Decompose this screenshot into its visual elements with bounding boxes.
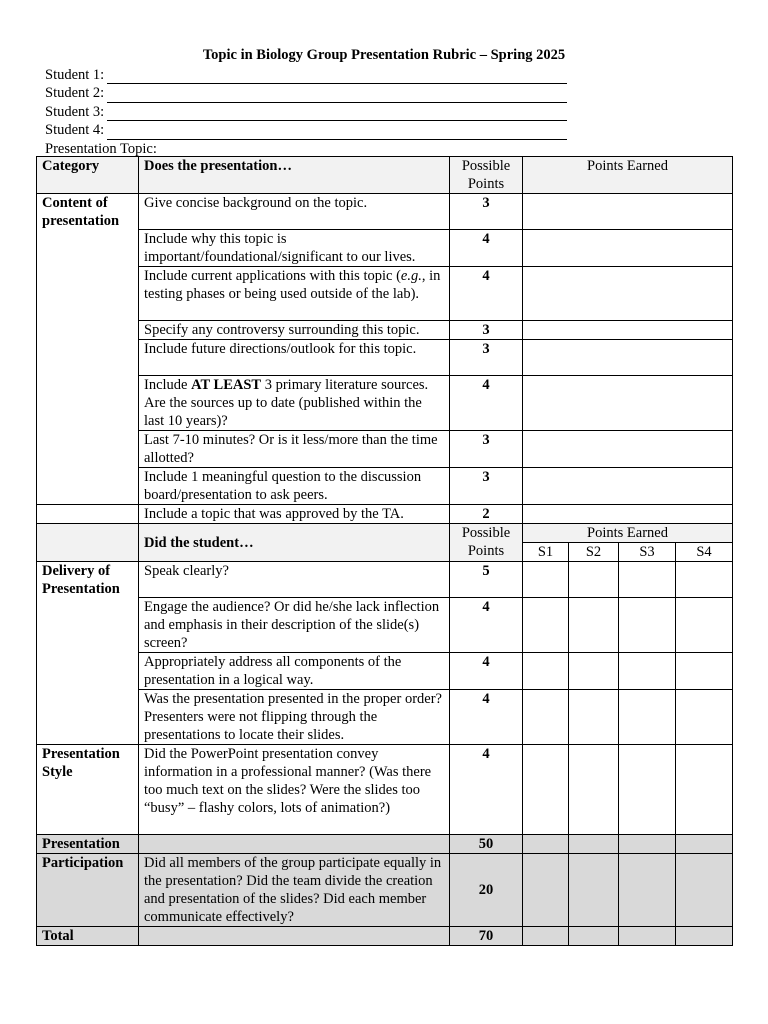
points-earned-cell[interactable] bbox=[523, 194, 733, 230]
student-4-blank[interactable] bbox=[107, 126, 567, 140]
student-4-field[interactable] bbox=[45, 121, 567, 139]
document-title: Topic in Biology Group Presentation Rubric – Spring 2025 bbox=[202, 47, 566, 63]
s2-score-cell[interactable] bbox=[569, 598, 619, 653]
participation-points: 20 bbox=[450, 854, 523, 927]
s3-subtotal-cell[interactable] bbox=[619, 835, 676, 854]
s3-header: S3 bbox=[619, 543, 676, 562]
s1-score-cell[interactable] bbox=[523, 745, 569, 835]
s3-score-cell[interactable] bbox=[619, 745, 676, 835]
criterion-text: Include a topic that was approved by the TA. bbox=[139, 505, 450, 524]
points-earned-cell[interactable] bbox=[523, 376, 733, 431]
criterion-text-part: , in testing phases or being used outside of the lab). bbox=[144, 268, 441, 302]
category-presentation-style: Presentation Style bbox=[37, 745, 139, 835]
s4-score-cell[interactable] bbox=[676, 690, 733, 745]
s1-subtotal-cell[interactable] bbox=[523, 835, 569, 854]
s3-score-cell[interactable] bbox=[619, 653, 676, 690]
criterion-text: Last 7-10 minutes? Or is it less/more than the time allotted? bbox=[139, 431, 450, 468]
criterion-points: 4 bbox=[450, 598, 523, 653]
s2-header: S2 bbox=[569, 543, 619, 562]
s2-score-cell[interactable] bbox=[569, 562, 619, 598]
s1-participation-cell[interactable] bbox=[523, 854, 569, 927]
criterion-text: Appropriately address all components of the presentation in a logical way. bbox=[139, 653, 450, 690]
s1-header: S1 bbox=[523, 543, 569, 562]
criterion-text: Include 1 meaningful question to the discussion board/presentation to ask peers. bbox=[139, 468, 450, 505]
total-label: Total bbox=[37, 927, 139, 946]
s3-score-cell[interactable] bbox=[619, 562, 676, 598]
criterion-points: 3 bbox=[450, 340, 523, 376]
student-1-field[interactable] bbox=[45, 66, 567, 84]
points-earned-cell[interactable] bbox=[523, 267, 733, 321]
criterion-points: 3 bbox=[450, 321, 523, 340]
category-empty bbox=[37, 505, 139, 524]
points-earned-header-2: Points Earned bbox=[523, 524, 733, 543]
s3-total-cell[interactable] bbox=[619, 927, 676, 946]
points-earned-header: Points Earned bbox=[523, 157, 733, 194]
presentation-subtotal-empty bbox=[139, 835, 450, 854]
participation-label: Participation bbox=[37, 854, 139, 927]
student-2-field[interactable] bbox=[45, 84, 567, 102]
s1-score-cell[interactable] bbox=[523, 598, 569, 653]
s1-score-cell[interactable] bbox=[523, 690, 569, 745]
points-earned-cell[interactable] bbox=[523, 468, 733, 505]
points-earned-cell[interactable] bbox=[523, 340, 733, 376]
criterion-text-strong: AT LEAST bbox=[191, 377, 262, 393]
student-3-label: Student 3: bbox=[45, 103, 105, 120]
possible-points-header: Possible Points bbox=[450, 157, 523, 194]
rubric-table bbox=[36, 156, 733, 946]
criterion-text-part: Include current applications with this topic ( bbox=[144, 268, 401, 284]
criterion-points: 4 bbox=[450, 267, 523, 321]
s4-score-cell[interactable] bbox=[676, 562, 733, 598]
criterion-text: Was the presentation presented in the proper order? Presenters were not flipping through the presentations to locate their slides. bbox=[139, 690, 450, 745]
points-earned-cell[interactable] bbox=[523, 431, 733, 468]
criterion-text-part: 3 primary literature sources. Are the sources up to date (published within the last 10 years)? bbox=[144, 377, 429, 429]
s2-subtotal-cell[interactable] bbox=[569, 835, 619, 854]
criterion-text: Include why this topic is important/foundational/significant to our lives. bbox=[139, 230, 450, 267]
total-empty bbox=[139, 927, 450, 946]
presentation-subtotal-label: Presentation bbox=[37, 835, 139, 854]
s3-score-cell[interactable] bbox=[619, 690, 676, 745]
s4-score-cell[interactable] bbox=[676, 745, 733, 835]
student-3-blank[interactable] bbox=[107, 107, 567, 121]
category-delivery-of-presentation: Delivery of Presentation bbox=[37, 562, 139, 745]
s1-total-cell[interactable] bbox=[523, 927, 569, 946]
criterion-text: Speak clearly? bbox=[139, 562, 450, 598]
criterion-points: 3 bbox=[450, 431, 523, 468]
student-fields bbox=[45, 66, 567, 158]
criterion-text: Give concise background on the topic. bbox=[139, 194, 450, 230]
criterion-text bbox=[139, 267, 450, 321]
possible-points-header-2: Possible Points bbox=[450, 524, 523, 562]
criterion-text: Include future directions/outlook for this topic. bbox=[139, 340, 450, 376]
s4-total-cell[interactable] bbox=[676, 927, 733, 946]
s2-score-cell[interactable] bbox=[569, 745, 619, 835]
student-1-blank[interactable] bbox=[107, 70, 567, 84]
s4-score-cell[interactable] bbox=[676, 598, 733, 653]
criterion-points: 4 bbox=[450, 653, 523, 690]
criterion-points: 4 bbox=[450, 376, 523, 431]
criterion-text bbox=[139, 376, 450, 431]
student-2-blank[interactable] bbox=[107, 89, 567, 103]
s3-participation-cell[interactable] bbox=[619, 854, 676, 927]
total-points: 70 bbox=[450, 927, 523, 946]
criterion-points: 4 bbox=[450, 745, 523, 835]
s1-score-cell[interactable] bbox=[523, 562, 569, 598]
criterion-points: 4 bbox=[450, 690, 523, 745]
s4-score-cell[interactable] bbox=[676, 653, 733, 690]
criterion-text-part: Include bbox=[144, 377, 192, 393]
category-header-empty bbox=[37, 524, 139, 562]
s2-total-cell[interactable] bbox=[569, 927, 619, 946]
participation-text: Did all members of the group participate equally in the presentation? Did the team divide the creation and presentation of the slides? Did each member communicate effectively? bbox=[139, 854, 450, 927]
presentation-subtotal-points: 50 bbox=[450, 835, 523, 854]
points-earned-cell[interactable] bbox=[523, 230, 733, 267]
criterion-text: Did the PowerPoint presentation convey information in a professional manner? (Was there too much text on the slides? Were the slides too “busy” – flashy colors, lots of animation?) bbox=[139, 745, 450, 835]
points-earned-cell[interactable] bbox=[523, 505, 733, 524]
s4-subtotal-cell[interactable] bbox=[676, 835, 733, 854]
question-header: Does the presentation… bbox=[139, 157, 450, 194]
criterion-text: Specify any controversy surrounding this topic. bbox=[139, 321, 450, 340]
s2-score-cell[interactable] bbox=[569, 690, 619, 745]
category-content-of-presentation: Content of presentation bbox=[37, 194, 139, 505]
category-header: Category bbox=[37, 157, 139, 194]
criterion-points: 3 bbox=[450, 194, 523, 230]
points-earned-cell[interactable] bbox=[523, 321, 733, 340]
criterion-points: 4 bbox=[450, 230, 523, 267]
s4-participation-cell[interactable] bbox=[676, 854, 733, 927]
s4-header: S4 bbox=[676, 543, 733, 562]
criterion-text-em: e.g. bbox=[400, 268, 422, 284]
s2-score-cell[interactable] bbox=[569, 653, 619, 690]
criterion-points: 3 bbox=[450, 468, 523, 505]
s2-participation-cell[interactable] bbox=[569, 854, 619, 927]
presentation-topic-label: Presentation Topic: bbox=[45, 140, 157, 157]
s3-score-cell[interactable] bbox=[619, 598, 676, 653]
student-1-label: Student 1: bbox=[45, 67, 105, 83]
student-4-label: Student 4: bbox=[45, 122, 105, 139]
student-2-label: Student 2: bbox=[45, 85, 105, 102]
student-question-header: Did the student… bbox=[139, 524, 450, 562]
criterion-points: 2 bbox=[450, 505, 523, 524]
s1-score-cell[interactable] bbox=[523, 653, 569, 690]
criterion-points: 5 bbox=[450, 562, 523, 598]
criterion-text: Engage the audience? Or did he/she lack inflection and emphasis in their description of the slide(s) screen? bbox=[139, 598, 450, 653]
student-3-field[interactable] bbox=[45, 103, 567, 121]
